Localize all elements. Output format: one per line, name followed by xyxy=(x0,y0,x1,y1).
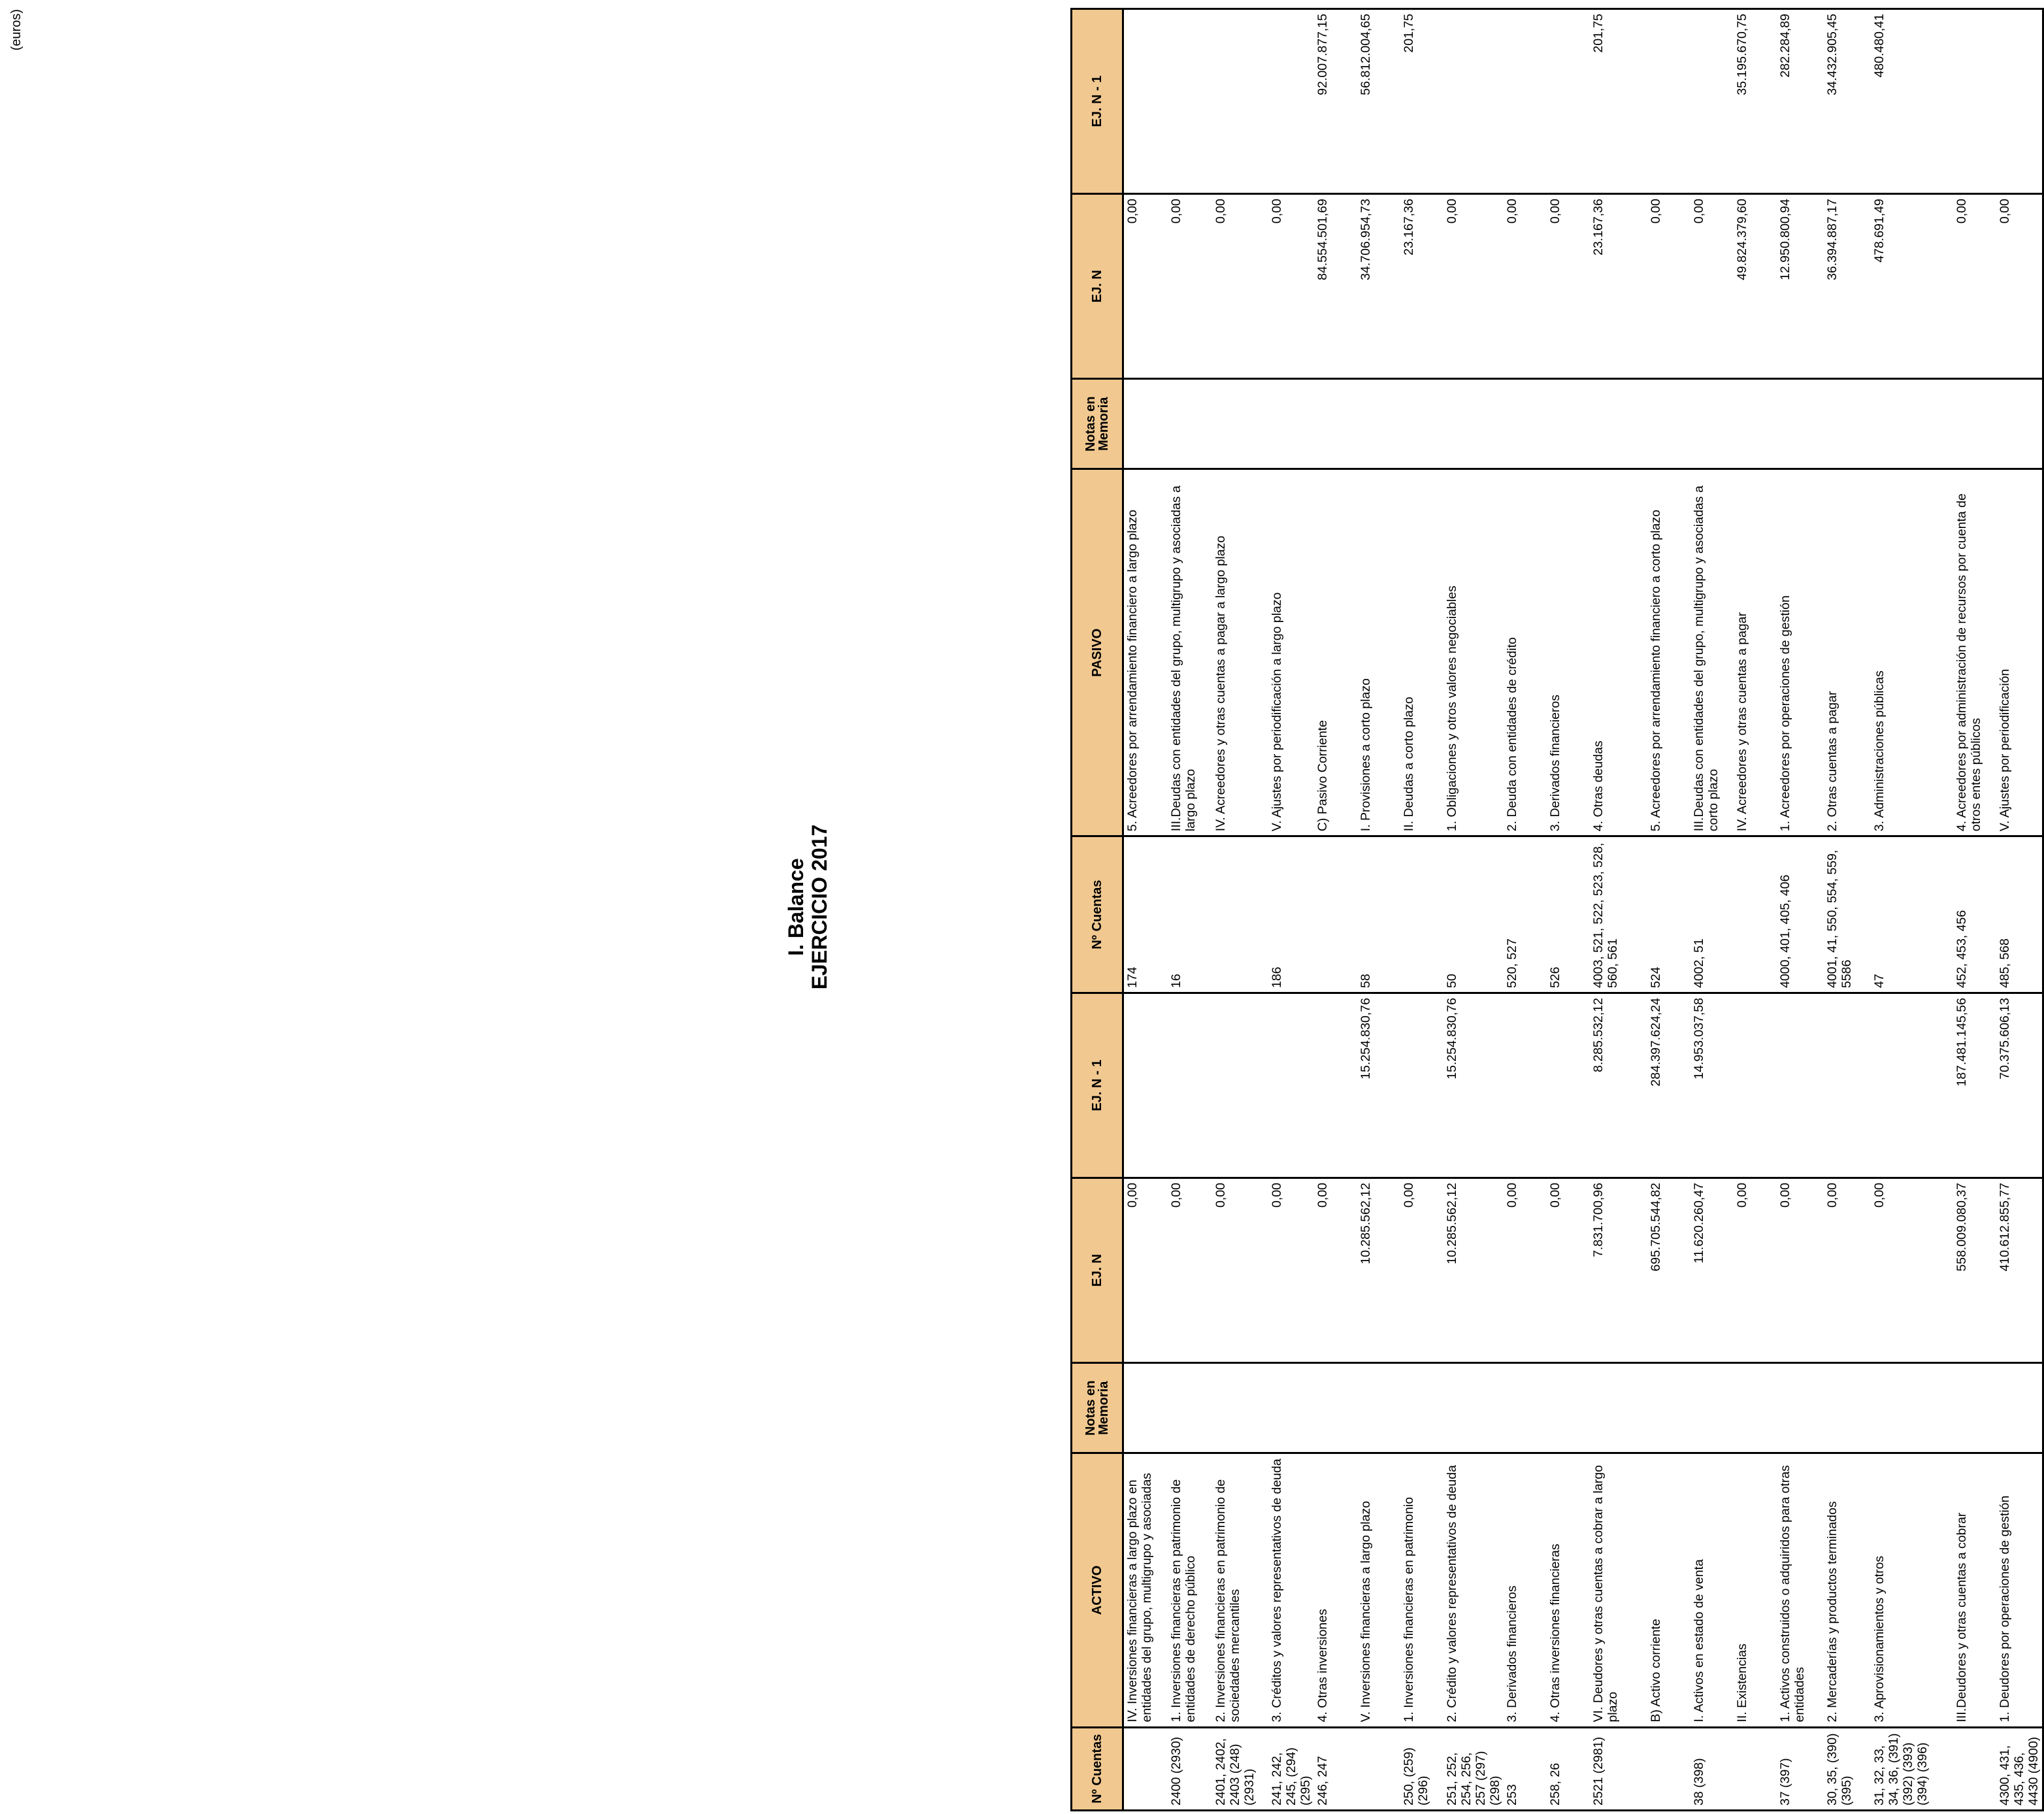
activo-label: 4. Otras inversiones financieras xyxy=(1547,1453,1590,1727)
pasivo-notas xyxy=(1123,379,1168,469)
activo-notas xyxy=(1357,1363,1400,1453)
table-row xyxy=(1443,9,1504,1811)
activo-notas xyxy=(1212,1363,1268,1453)
pasivo-notas xyxy=(1647,379,1690,469)
activo-ejn1: 8.285.532,12 xyxy=(1590,993,1647,1178)
pasivo-ejn1 xyxy=(1953,9,1996,194)
activo-label: 3. Derivados financieros xyxy=(1504,1453,1547,1727)
activo-ejn: 410.612.855,77 xyxy=(1996,1178,2043,1363)
pasivo-ejn: 0,00 xyxy=(1212,194,1268,379)
pasivo-ejn: 0,00 xyxy=(1996,194,2043,379)
page-subtitle: EJERCICIO 2017 xyxy=(808,824,831,990)
table-row xyxy=(1734,9,1777,1811)
pasivo-notas xyxy=(1690,379,1734,469)
pasivo-cuentas xyxy=(1314,836,1357,993)
pasivo-ejn: 0,00 xyxy=(1690,194,1734,379)
pasivo-notas xyxy=(1400,379,1443,469)
header-activo-ejn: EJ. N xyxy=(1072,1178,1123,1363)
table-row xyxy=(1824,9,1871,1811)
pasivo-ejn1 xyxy=(1268,9,1314,194)
table-row xyxy=(1314,9,1357,1811)
activo-ejn: 0,00 xyxy=(1123,1178,1168,1363)
pasivo-ejn: 478.691,49 xyxy=(1871,194,1953,379)
pasivo-ejn1: 34.432.905,45 xyxy=(1824,9,1871,194)
pasivo-ejn: 23.167,36 xyxy=(1400,194,1443,379)
activo-ejn1: 14.953.037,58 xyxy=(1690,993,1734,1178)
activo-notas xyxy=(1547,1363,1590,1453)
pasivo-notas xyxy=(1734,379,1777,469)
pasivo-label: IV. Acreedores y otras cuentas a pagar a largo plazo xyxy=(1212,469,1268,836)
activo-cuentas: 38 (398) xyxy=(1690,1727,1734,1810)
pasivo-cuentas: 50 xyxy=(1443,836,1504,993)
activo-ejn: 0,00 xyxy=(1400,1178,1443,1363)
pasivo-label: C) Pasivo Corriente xyxy=(1314,469,1357,836)
activo-label: III.Deudores y otras cuentas a cobrar xyxy=(1953,1453,1996,1727)
pasivo-label: III.Deudas con entidades del grupo, multigrupo y asociadas a largo plazo xyxy=(1168,469,1212,836)
pasivo-cuentas: 526 xyxy=(1547,836,1590,993)
pasivo-ejn: 0,00 xyxy=(1443,194,1504,379)
pasivo-notas xyxy=(1824,379,1871,469)
activo-ejn: 0,00 xyxy=(1734,1178,1777,1363)
activo-ejn1 xyxy=(1314,993,1357,1178)
header-activo-notas: Notas en Memoria xyxy=(1072,1363,1123,1453)
pasivo-cuentas: 4002, 51 xyxy=(1690,836,1734,993)
activo-label: IV. Inversiones financieras a largo plazo en entidades del grupo, multigrupo y asociadas xyxy=(1123,1453,1168,1727)
table-row xyxy=(1953,9,1996,1811)
pasivo-cuentas xyxy=(1212,836,1268,993)
activo-notas xyxy=(1400,1363,1443,1453)
activo-cuentas: 4300, 431, 435, 436, 4430 (4900) xyxy=(1996,1727,2043,1810)
table-row xyxy=(1504,9,1547,1811)
pasivo-label: 5. Acreedores por arrendamiento financiero a corto plazo xyxy=(1647,469,1690,836)
pasivo-label: IV. Acreedores y otras cuentas a pagar xyxy=(1734,469,1777,836)
activo-label: II. Existencias xyxy=(1734,1453,1777,1727)
activo-ejn1 xyxy=(1168,993,1212,1178)
activo-cuentas: 253 xyxy=(1504,1727,1547,1810)
pasivo-ejn: 0,00 xyxy=(1547,194,1590,379)
table-row xyxy=(1590,9,1647,1811)
activo-ejn: 0,00 xyxy=(1168,1178,1212,1363)
pasivo-cuentas: 524 xyxy=(1647,836,1690,993)
activo-ejn1: 15.254.830,76 xyxy=(1443,993,1504,1178)
pasivo-ejn1: 35.195.670,75 xyxy=(1734,9,1777,194)
table-row xyxy=(1690,9,1734,1811)
activo-ejn1 xyxy=(1504,993,1547,1178)
pasivo-ejn1 xyxy=(1690,9,1734,194)
activo-ejn: 11.620.260,47 xyxy=(1690,1178,1734,1363)
pasivo-ejn: 36.394.887,17 xyxy=(1824,194,1871,379)
activo-ejn1 xyxy=(1824,993,1871,1178)
activo-cuentas: 2401, 2402, 2403 (248) (2931) xyxy=(1212,1727,1268,1810)
balance-table xyxy=(1070,8,2044,1811)
pasivo-cuentas: 4003, 521, 522, 523, 528, 560, 561 xyxy=(1590,836,1647,993)
activo-notas xyxy=(1777,1363,1824,1453)
pasivo-ejn: 0,00 xyxy=(1268,194,1314,379)
activo-cuentas xyxy=(1953,1727,1996,1810)
header-activo-cuentas: Nº Cuentas xyxy=(1072,1727,1123,1810)
activo-label: V. Inversiones financieras a largo plazo xyxy=(1357,1453,1400,1727)
pasivo-ejn1 xyxy=(1996,9,2043,194)
units-label: (euros) xyxy=(9,9,24,51)
activo-ejn: 0,00 xyxy=(1871,1178,1953,1363)
activo-label: 2. Crédito y valores representativos de deuda xyxy=(1443,1453,1504,1727)
activo-label: 1. Activos construidos o adquiridos para otras entidades xyxy=(1777,1453,1824,1727)
pasivo-notas xyxy=(1443,379,1504,469)
pasivo-ejn1 xyxy=(1212,9,1268,194)
activo-notas xyxy=(1690,1363,1734,1453)
activo-ejn: 0,00 xyxy=(1504,1178,1547,1363)
pasivo-ejn1 xyxy=(1123,9,1168,194)
activo-label: 4. Otras inversiones xyxy=(1314,1453,1357,1727)
pasivo-ejn1 xyxy=(1168,9,1212,194)
table-row xyxy=(1212,9,1268,1811)
pasivo-ejn1: 480.480,41 xyxy=(1871,9,1953,194)
pasivo-cuentas: 520, 527 xyxy=(1504,836,1547,993)
activo-ejn1 xyxy=(1777,993,1824,1178)
activo-ejn: 0,00 xyxy=(1547,1178,1590,1363)
pasivo-notas xyxy=(1547,379,1590,469)
pasivo-ejn1: 56.812.004,65 xyxy=(1357,9,1400,194)
header-activo: ACTIVO xyxy=(1072,1453,1123,1727)
activo-ejn: 0,00 xyxy=(1268,1178,1314,1363)
pasivo-notas xyxy=(1314,379,1357,469)
pasivo-notas xyxy=(1168,379,1212,469)
table-row xyxy=(1168,9,1212,1811)
activo-notas xyxy=(1647,1363,1690,1453)
activo-cuentas: 2521 (2981) xyxy=(1590,1727,1647,1810)
activo-ejn: 0,00 xyxy=(1212,1178,1268,1363)
table-row xyxy=(1996,9,2043,1811)
activo-cuentas xyxy=(1647,1727,1690,1810)
header-pasivo-notas: Notas en Memoria xyxy=(1072,379,1123,469)
pasivo-ejn: 12.950.800,94 xyxy=(1777,194,1824,379)
pasivo-label: 2. Otras cuentas a pagar xyxy=(1824,469,1871,836)
activo-label: 1. Deudores por operaciones de gestión xyxy=(1996,1453,2043,1727)
pasivo-ejn1: 92.007.877,15 xyxy=(1314,9,1357,194)
activo-notas xyxy=(1953,1363,1996,1453)
pasivo-ejn: 0,00 xyxy=(1168,194,1212,379)
activo-notas xyxy=(1590,1363,1647,1453)
pasivo-cuentas xyxy=(1734,836,1777,993)
pasivo-label: 2. Deuda con entidades de crédito xyxy=(1504,469,1547,836)
pasivo-label: V. Ajustes por periodificación xyxy=(1996,469,2043,836)
activo-ejn: 0,00 xyxy=(1824,1178,1871,1363)
activo-cuentas: 241, 242, 245, (294) (295) xyxy=(1268,1727,1314,1810)
pasivo-label: 5. Acreedores por arrendamiento financiero a largo plazo xyxy=(1123,469,1168,836)
activo-ejn1: 15.254.830,76 xyxy=(1357,993,1400,1178)
activo-notas xyxy=(1871,1363,1953,1453)
table-row xyxy=(1871,9,1953,1811)
pasivo-cuentas: 47 xyxy=(1871,836,1953,993)
pasivo-notas xyxy=(1777,379,1824,469)
activo-ejn: 0,00 xyxy=(1314,1178,1357,1363)
title-block xyxy=(784,0,831,1814)
table-row xyxy=(1123,9,1168,1811)
pasivo-ejn: 49.824.379,60 xyxy=(1734,194,1777,379)
table-row xyxy=(1268,9,1314,1811)
pasivo-cuentas: 452, 453, 456 xyxy=(1953,836,1996,993)
activo-ejn1 xyxy=(1268,993,1314,1178)
pasivo-ejn: 0,00 xyxy=(1504,194,1547,379)
header-pasivo-ejn1: EJ. N - 1 xyxy=(1072,9,1123,194)
activo-label: VI. Deudores y otras cuentas a cobrar a largo plazo xyxy=(1590,1453,1647,1727)
pasivo-notas xyxy=(1590,379,1647,469)
activo-cuentas: 30, 35, (390) (395) xyxy=(1824,1727,1871,1810)
header-pasivo-ejn: EJ. N xyxy=(1072,194,1123,379)
pasivo-ejn: 84.554.501,69 xyxy=(1314,194,1357,379)
activo-ejn1 xyxy=(1400,993,1443,1178)
activo-notas xyxy=(1443,1363,1504,1453)
pasivo-label: III.Deudas con entidades del grupo, multigrupo y asociadas a corto plazo xyxy=(1690,469,1734,836)
activo-ejn1 xyxy=(1734,993,1777,1178)
pasivo-notas xyxy=(1953,379,1996,469)
activo-label: 2. Mercaderías y productos terminados xyxy=(1824,1453,1871,1727)
activo-label: 1. Inversiones financieras en patrimonio de entidades de derecho público xyxy=(1168,1453,1212,1727)
pasivo-ejn1: 201,75 xyxy=(1590,9,1647,194)
activo-label: 1. Inversiones financieras en patrimonio xyxy=(1400,1453,1443,1727)
activo-ejn: 10.285.562,12 xyxy=(1357,1178,1400,1363)
activo-label: B) Activo corriente xyxy=(1647,1453,1690,1727)
header-activo-ejn1: EJ. N - 1 xyxy=(1072,993,1123,1178)
pasivo-label: 4. Otras deudas xyxy=(1590,469,1647,836)
pasivo-cuentas: 186 xyxy=(1268,836,1314,993)
activo-ejn: 695.705.544,82 xyxy=(1647,1178,1690,1363)
activo-notas xyxy=(1268,1363,1314,1453)
pasivo-ejn1 xyxy=(1647,9,1690,194)
activo-notas xyxy=(1504,1363,1547,1453)
pasivo-label: 1. Acreedores por operaciones de gestión xyxy=(1777,469,1824,836)
activo-notas xyxy=(1314,1363,1357,1453)
activo-notas xyxy=(1168,1363,1212,1453)
pasivo-ejn1: 282.284,89 xyxy=(1777,9,1824,194)
activo-ejn: 10.285.562,12 xyxy=(1443,1178,1504,1363)
header-pasivo-cuentas: Nº Cuentas xyxy=(1072,836,1123,993)
table-row xyxy=(1647,9,1690,1811)
header-pasivo: PASIVO xyxy=(1072,469,1123,836)
pasivo-label: I. Provisiones a corto plazo xyxy=(1357,469,1400,836)
pasivo-ejn: 34.706.954,73 xyxy=(1357,194,1400,379)
activo-notas xyxy=(1824,1363,1871,1453)
activo-ejn1 xyxy=(1123,993,1168,1178)
pasivo-notas xyxy=(1268,379,1314,469)
pasivo-label: 1. Obligaciones y otros valores negociables xyxy=(1443,469,1504,836)
pasivo-ejn: 0,00 xyxy=(1953,194,1996,379)
pasivo-notas xyxy=(1996,379,2043,469)
table-row xyxy=(1400,9,1443,1811)
activo-ejn1: 284.397.624,24 xyxy=(1647,993,1690,1178)
pasivo-ejn: 23.167,36 xyxy=(1590,194,1647,379)
pasivo-notas xyxy=(1871,379,1953,469)
pasivo-ejn1 xyxy=(1504,9,1547,194)
table-row xyxy=(1777,9,1824,1811)
activo-cuentas: 258, 26 xyxy=(1547,1727,1590,1810)
table-row xyxy=(1357,9,1400,1811)
pasivo-ejn1 xyxy=(1547,9,1590,194)
activo-notas xyxy=(1123,1363,1168,1453)
activo-ejn: 558.009.080,37 xyxy=(1953,1178,1996,1363)
pasivo-label: 3. Derivados financieros xyxy=(1547,469,1590,836)
pasivo-cuentas: 4001, 41, 550, 554, 559, 5586 xyxy=(1824,836,1871,993)
pasivo-cuentas: 4000, 401, 405, 406 xyxy=(1777,836,1824,993)
pasivo-label: II. Deudas a corto plazo xyxy=(1400,469,1443,836)
activo-label: 2. Inversiones financieras en patrimonio de sociedades mercantiles xyxy=(1212,1453,1268,1727)
activo-cuentas: 251, 252, 254, 256, 257 (297) (298) xyxy=(1443,1727,1504,1810)
pasivo-cuentas xyxy=(1400,836,1443,993)
activo-cuentas xyxy=(1357,1727,1400,1810)
activo-notas xyxy=(1996,1363,2043,1453)
pasivo-cuentas: 174 xyxy=(1123,836,1168,993)
activo-cuentas xyxy=(1734,1727,1777,1810)
page-title: I. Balance xyxy=(784,858,808,956)
activo-notas xyxy=(1734,1363,1777,1453)
activo-ejn1 xyxy=(1212,993,1268,1178)
pasivo-label: 4. Acreedores por administración de recursos por cuenta de otros entes públicos xyxy=(1953,469,1996,836)
pasivo-ejn1: 201,75 xyxy=(1400,9,1443,194)
pasivo-notas xyxy=(1504,379,1547,469)
pasivo-label: 3. Administraciones públicas xyxy=(1871,469,1953,836)
pasivo-cuentas: 16 xyxy=(1168,836,1212,993)
activo-ejn: 0,00 xyxy=(1777,1178,1824,1363)
activo-cuentas: 2400 (2930) xyxy=(1168,1727,1212,1810)
activo-label: 3. Aprovisionamientos y otros xyxy=(1871,1453,1953,1727)
activo-cuentas xyxy=(1123,1727,1168,1810)
pasivo-notas xyxy=(1212,379,1268,469)
activo-cuentas: 31, 32, 33, 34, 36, (391) (392) (393) (394) (396) xyxy=(1871,1727,1953,1810)
activo-ejn1 xyxy=(1871,993,1953,1178)
activo-ejn1 xyxy=(1547,993,1590,1178)
pasivo-cuentas: 485, 568 xyxy=(1996,836,2043,993)
activo-cuentas: 37 (397) xyxy=(1777,1727,1824,1810)
activo-cuentas: 246, 247 xyxy=(1314,1727,1357,1810)
pasivo-ejn1 xyxy=(1443,9,1504,194)
pasivo-ejn: 0,00 xyxy=(1647,194,1690,379)
pasivo-cuentas: 58 xyxy=(1357,836,1400,993)
activo-ejn1: 70.375.606,13 xyxy=(1996,993,2043,1178)
pasivo-ejn: 0,00 xyxy=(1123,194,1168,379)
header-row xyxy=(1072,9,1123,1811)
activo-ejn: 7.831.700,96 xyxy=(1590,1178,1647,1363)
table-row xyxy=(1547,9,1590,1811)
pasivo-notas xyxy=(1357,379,1400,469)
pasivo-label: V. Ajustes por periodificación a largo plazo xyxy=(1268,469,1314,836)
activo-cuentas: 250, (259) (296) xyxy=(1400,1727,1443,1810)
activo-label: 3. Créditos y valores representativos de deuda xyxy=(1268,1453,1314,1727)
activo-ejn1: 187.481.145,56 xyxy=(1953,993,1996,1178)
activo-label: I. Activos en estado de venta xyxy=(1690,1453,1734,1727)
